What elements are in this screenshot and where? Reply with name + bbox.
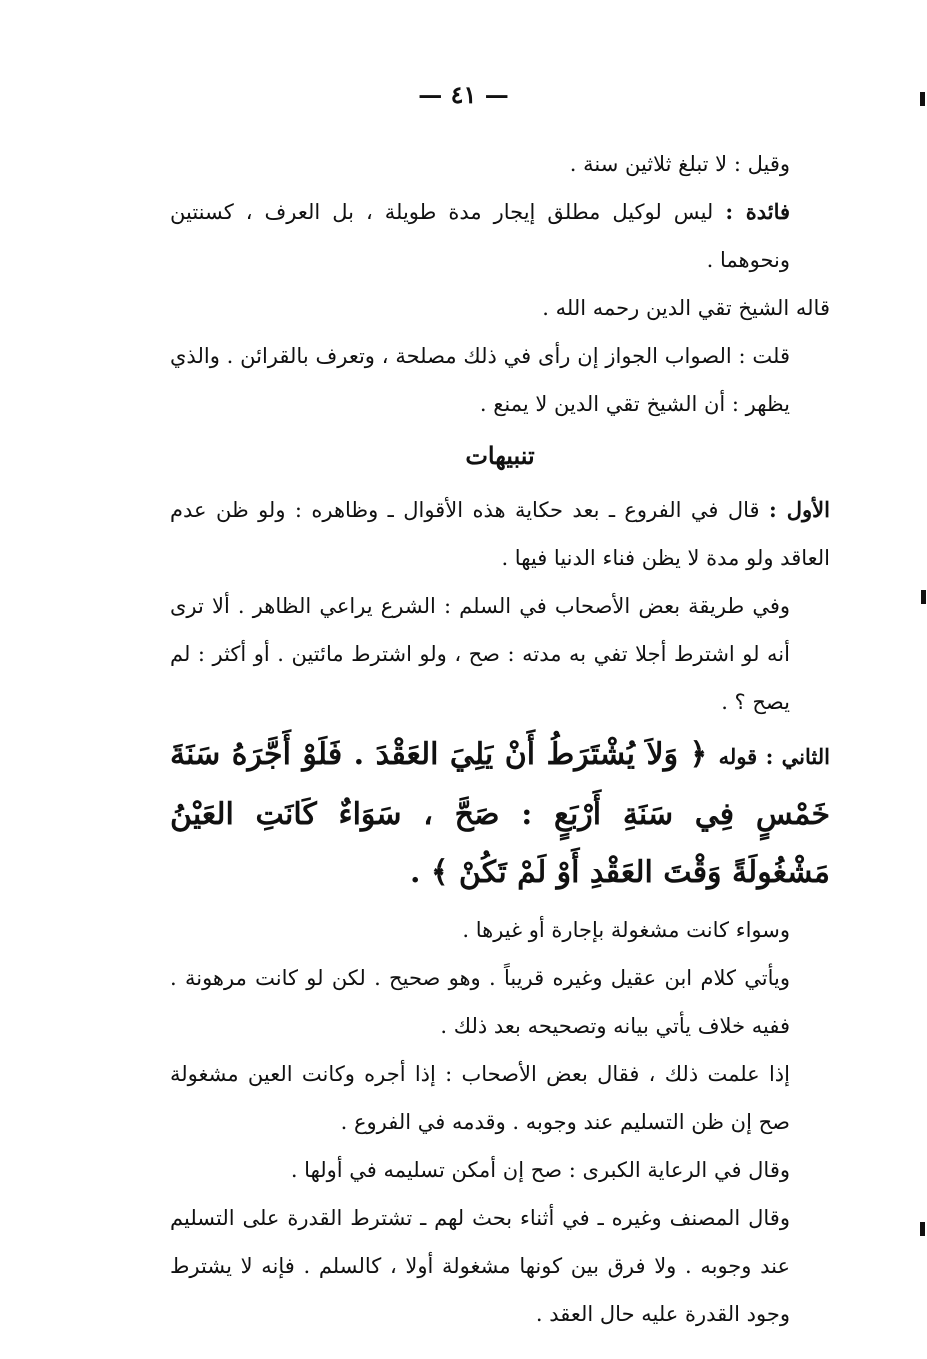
section-heading: تنبيهات [465, 441, 535, 470]
note-first-text: قال في الفروع ـ بعد حكاية هذه الأقوال ـ وظاهره : ولو ظن عدم العاقد ولو مدة لا يظن فناء الدنيا فيها . [170, 498, 830, 570]
page-body [170, 140, 830, 1338]
scan-edge-mark [920, 1222, 925, 1236]
paragraph-faida [170, 188, 830, 284]
musannif-text: وقال المصنف وغيره ـ في أثناء بحث لهم ـ تشترط القدرة على التسليم عند وجوبه . ولا فرق بين كونها مشغولة أولا ، كالسلم . فإنه لا يشترط وجود القدرة عليه حال العقد . [170, 1206, 790, 1326]
note-salam-text: وفي طريقة بعض الأصحاب في السلم : الشرع يراعي الظاهر . ألا ترى أنه لو اشترط أجلا تفي به مدته : صح ، ولو اشترط مائتين . أو أكثر : لم يصح ؟ . [170, 594, 790, 714]
paragraph-qultu [170, 332, 830, 428]
quoted-matn: ﴿ وَلاَ يُشْتَرَطُ أَنْ يَلِيَ العَقْدَ . فَلَوْ أَجَّرَهُ سَنَةَ خَمْسٍ فِي سَنَةِ أَرْبَعٍ : صَحَّ ، سَوَاءٌ كَانَتِ العَيْنُ مَشْغُولَةً وَقْتَ العَقْدِ أَوْ لَمْ تَكُنْ ﴾ . [170, 737, 830, 890]
ibn-aqil-text: ويأتي كلام ابن عقيل وغيره قريباً . وهو صحيح . لكن لو كانت مرهونة . ففيه خلاف يأتي بيانه وتصحيحه بعد ذلك . [170, 966, 790, 1038]
page-number: — ٤١ — [418, 80, 509, 109]
paragraph-idha-alimta [170, 1050, 830, 1146]
note-first-label: الأول : [768, 497, 830, 522]
note-first [170, 486, 830, 582]
note-second [170, 726, 830, 902]
sawaa-text: وسواء كانت مشغولة بإجارة أو غيرها . [462, 918, 790, 942]
faida-label: فائدة : [725, 199, 791, 224]
scan-edge-mark [920, 92, 925, 106]
paragraph-riaya [170, 1146, 830, 1194]
qultu-text: قلت : الصواب الجواز إن رأى في ذلك مصلحة ، وتعرف بالقرائن . والذي يظهر : أن الشيخ تقي الدين لا يمنع . [170, 344, 790, 416]
note-second-label: الثاني : قوله [718, 744, 830, 769]
note-salam [170, 582, 830, 726]
faida-text: ليس لوكيل مطلق إيجار مدة طويلة ، بل العرف ، كسنتين ونحوهما . [170, 200, 790, 272]
paragraph-musannif [170, 1194, 830, 1338]
paragraph-1-text: وقيل : لا تبلغ ثلاثين سنة . [569, 152, 790, 176]
paragraph-1 [170, 140, 830, 188]
attribution-text: قاله الشيخ تقي الدين رحمه الله . [542, 296, 830, 320]
paragraph-ibn-aqil [170, 954, 830, 1050]
paragraph-sawaa [170, 906, 830, 954]
idha-alimta-text: إذا علمت ذلك ، فقال بعض الأصحاب : إذا أجره وكانت العين مشغولة صح إن ظن التسليم عند وجوبه . وقدمه في الفروع . [170, 1062, 790, 1134]
riaya-text: وقال في الرعاية الكبرى : صح إن أمكن تسليمه في أولها . [290, 1158, 790, 1182]
scan-edge-mark [921, 590, 926, 604]
paragraph-attribution [170, 284, 830, 332]
